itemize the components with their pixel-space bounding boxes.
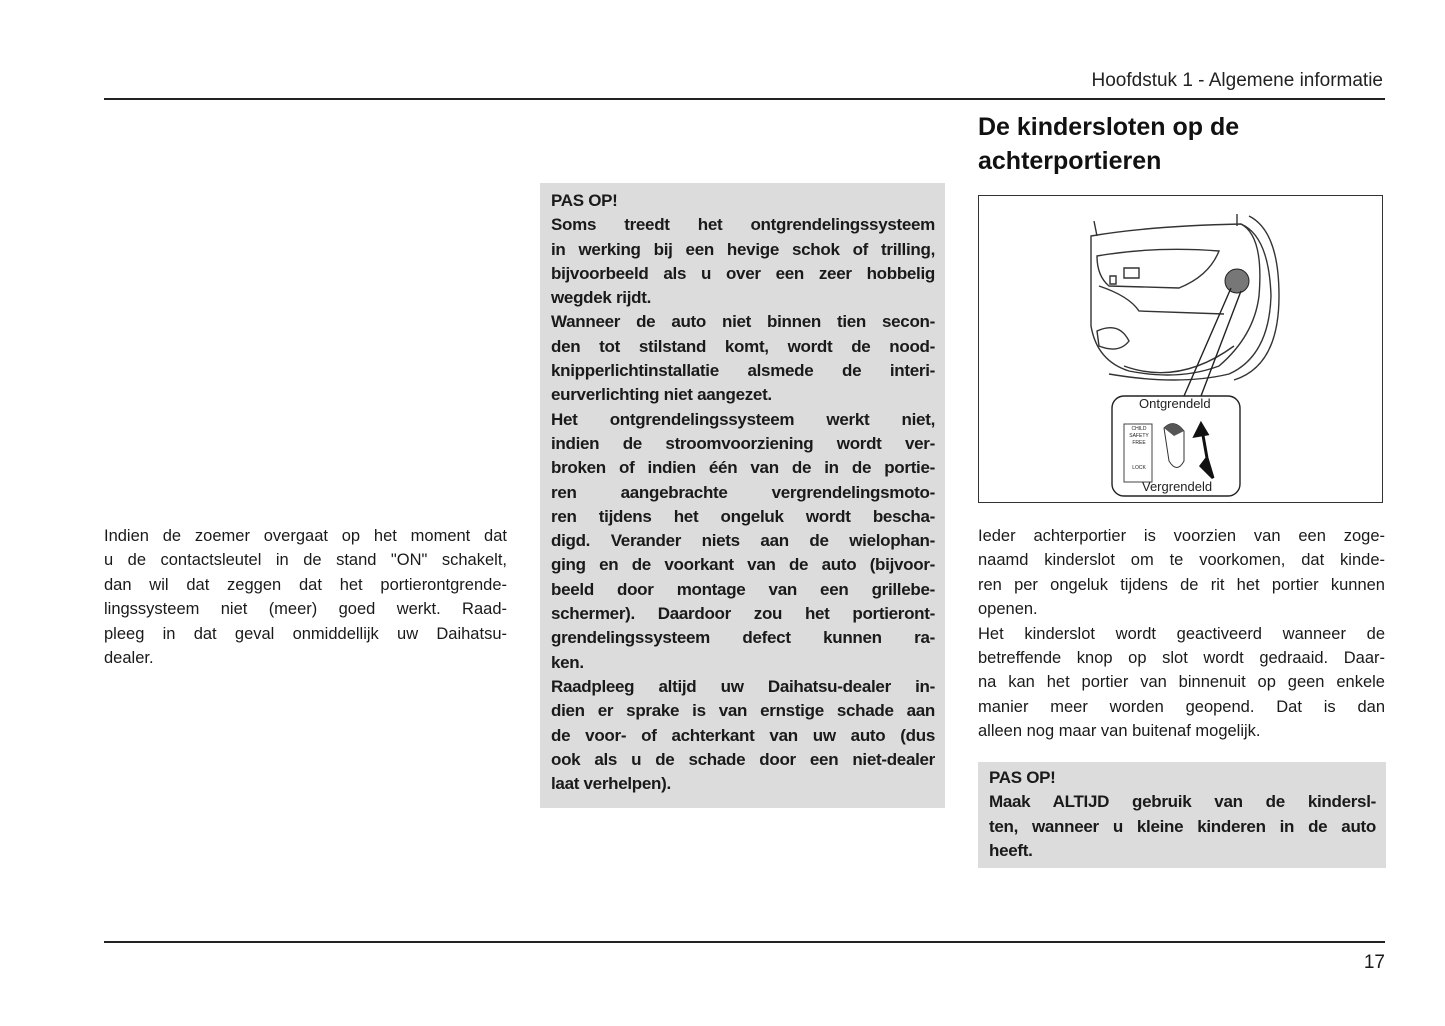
- text-line: Ieder achterportier is voorzien van een zoge-: [978, 527, 1385, 545]
- text-line: digd. Verander niets aan de wielophan-: [551, 531, 935, 551]
- text-line: ook als u de schade door een niet-dealer: [551, 749, 935, 769]
- text-line: broken of indien één van de in de portie-: [551, 458, 935, 478]
- left-column-text: [104, 524, 507, 670]
- text-line: ren aangebrachte vergrendelingsmoto-: [551, 482, 935, 502]
- page-number: 17: [1363, 952, 1385, 973]
- sticker-text: FREE: [1132, 440, 1146, 446]
- door-drawing: [979, 196, 1381, 501]
- text-line: alleen nog maar van buitenaf mogelijk.: [978, 722, 1261, 741]
- label-unlocked: Ontgrendeld: [1139, 396, 1211, 411]
- text-line: Indien de zoemer overgaat op het moment dat: [104, 527, 507, 545]
- text-line: ging en de voorkant van de auto (bijvoor-: [551, 555, 935, 575]
- warning-box-right: [978, 762, 1386, 868]
- text-line: beeld door montage van een grillebe-: [551, 579, 935, 599]
- section-title-line: De kindersloten op de: [978, 113, 1240, 141]
- text-line: dan wil dat zeggen dat het portierontgrende-: [104, 575, 507, 594]
- warning-box-middle: [540, 183, 945, 808]
- text-line: dealer.: [104, 649, 154, 668]
- child-safety-sticker: [1126, 426, 1152, 472]
- text-line: heeft.: [989, 840, 1033, 860]
- text-line: Het ontgrendelingssysteem werkt niet,: [551, 409, 935, 429]
- text-line: schermer). Daardoor zou het portieront-: [551, 604, 935, 624]
- child-lock-illustration: [978, 195, 1383, 503]
- label-locked: Vergrendeld: [1142, 479, 1213, 494]
- chapter-header: Hoofdstuk 1 - Algemene informatie: [1091, 70, 1383, 91]
- text-line: Soms treedt het ontgrendelingssysteem: [551, 215, 935, 235]
- section-title: [978, 110, 1239, 178]
- text-line: u de contactsleutel in de stand "ON" schakelt,: [104, 551, 507, 570]
- sticker-text: CHILD: [1131, 426, 1147, 432]
- text-line: manier meer worden geopend. Dat is dan: [978, 697, 1385, 716]
- warning-heading: PAS OP!: [989, 768, 1056, 787]
- sticker-text: SAFETY: [1129, 433, 1149, 439]
- text-line: ken.: [551, 652, 584, 672]
- text-line: bijvoorbeeld als u over een zeer hobbelig: [551, 263, 935, 283]
- right-column-text: [978, 524, 1385, 744]
- text-line: lingssysteem niet (meer) goed werkt. Raad-: [104, 600, 507, 619]
- text-line: ren tijdens het ongeluk wordt bescha-: [551, 506, 935, 526]
- text-line: wegdek rijdt.: [551, 288, 652, 308]
- text-line: knipperlichtinstallatie alsmede de interi-: [551, 361, 935, 381]
- sticker-text: LOCK: [1132, 465, 1146, 471]
- text-line: naamd kinderslot om te voorkomen, dat kinde-: [978, 551, 1385, 570]
- warning-heading: PAS OP!: [551, 191, 618, 210]
- text-line: Raadpleeg altijd uw Daihatsu-dealer in-: [551, 676, 935, 696]
- text-line: ren per ongeluk tijdens de rit het portier kunnen: [978, 575, 1385, 594]
- footer-rule: [104, 941, 1385, 943]
- text-line: Wanneer de auto niet binnen tien secon-: [551, 312, 935, 332]
- text-line: eurverlichting niet aangezet.: [551, 385, 772, 405]
- text-line: na kan het portier van binnenuit op geen enkele: [978, 673, 1385, 692]
- text-line: pleeg in dat geval onmiddellijk uw Daihatsu-: [104, 624, 507, 643]
- text-line: de voor- of achterkant van uw auto (dus: [551, 725, 935, 745]
- text-line: laat verhelpen).: [551, 774, 671, 794]
- text-line: grendelingssysteem defect kunnen ra-: [551, 628, 935, 648]
- text-line: openen.: [978, 600, 1038, 619]
- text-line: dien er sprake is van ernstige schade aan: [551, 701, 935, 721]
- text-line: betreffende knop op slot wordt gedraaid. Daar-: [978, 649, 1385, 668]
- text-line: indien de stroomvoorziening wordt ver-: [551, 433, 935, 453]
- section-title-line: achterportieren: [978, 147, 1162, 175]
- text-line: ten, wanneer u kleine kinderen in de auto: [989, 816, 1376, 836]
- text-line: den tot stilstand komt, wordt de nood-: [551, 336, 935, 356]
- text-line: in werking bij een hevige schok of trilling,: [551, 239, 935, 259]
- text-line: Maak ALTIJD gebruik van de kindersl-: [989, 792, 1376, 812]
- text-line: Het kinderslot wordt geactiveerd wanneer de: [978, 624, 1385, 643]
- header-rule: [104, 98, 1385, 100]
